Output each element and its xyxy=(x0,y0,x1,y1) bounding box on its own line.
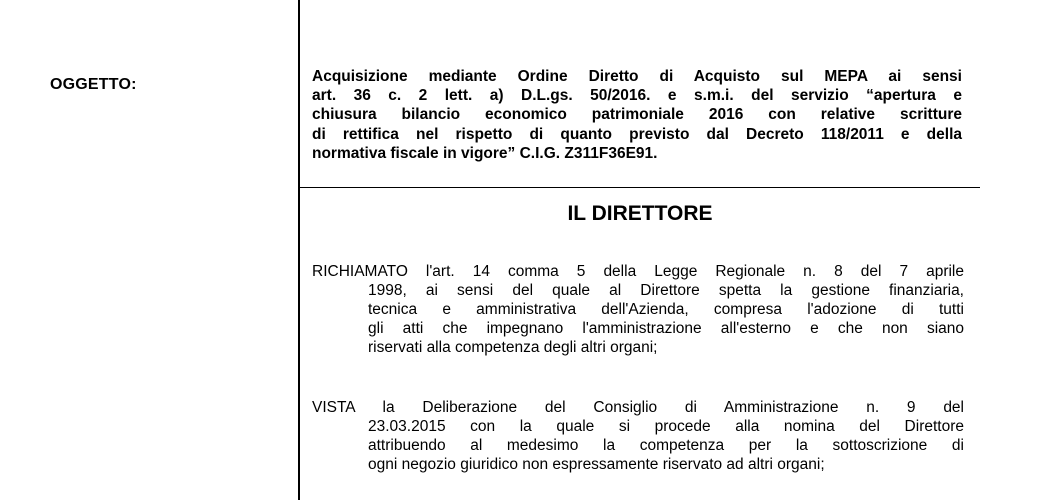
paragraph-line: tecnica e amministrativa dell'Azienda, compresa l'adozione di tutti xyxy=(368,301,964,318)
subject-line: di rettifica nel rispetto di quanto previsto dal Decreto 118/2011 e della xyxy=(312,125,962,143)
paragraph-line: riservati alla competenza degli altri organi; xyxy=(368,339,658,356)
subject-text xyxy=(312,67,962,163)
subject-line: Acquisizione mediante Ordine Diretto di Acquisto sul MEPA ai sensi xyxy=(312,68,962,85)
paragraph-line: ogni negozio giuridico non espressamente riservato ad altri organi; xyxy=(368,456,825,473)
section-heading: IL DIRETTORE xyxy=(567,202,713,225)
vertical-divider xyxy=(298,0,300,500)
paragraph-line: 23.03.2015 con la quale si procede alla nomina del Direttore xyxy=(368,418,964,435)
subject-line: art. 36 c. 2 lett. a) D.L.gs. 50/2016. e s.m.i. del servizio “apertura e xyxy=(312,87,962,105)
paragraph-line: RICHIAMATO l'art. 14 comma 5 della Legge Regionale n. 8 del 7 aprile xyxy=(312,263,964,280)
paragraph-line: attribuendo al medesimo la competenza per la sottoscrizione di xyxy=(368,437,964,454)
subject-line: chiusura bilancio economico patrimoniale 2016 con relative scritture xyxy=(312,106,962,124)
paragraph-richiamato xyxy=(312,262,964,357)
paragraph-line: VISTA la Deliberazione del Consiglio di Amministrazione n. 9 del xyxy=(312,399,964,416)
paragraph-line: 1998, ai sensi del quale al Direttore spetta la gestione finanziaria, xyxy=(368,282,964,299)
subject-line: normativa fiscale in vigore” C.I.G. Z311F36E91. xyxy=(312,144,658,162)
horizontal-divider xyxy=(300,187,980,188)
paragraph-vista xyxy=(312,398,964,474)
paragraph-line: gli atti che impegnano l'amministrazione all'esterno e che non siano xyxy=(368,320,964,337)
subject-label: OGGETTO: xyxy=(50,76,137,93)
